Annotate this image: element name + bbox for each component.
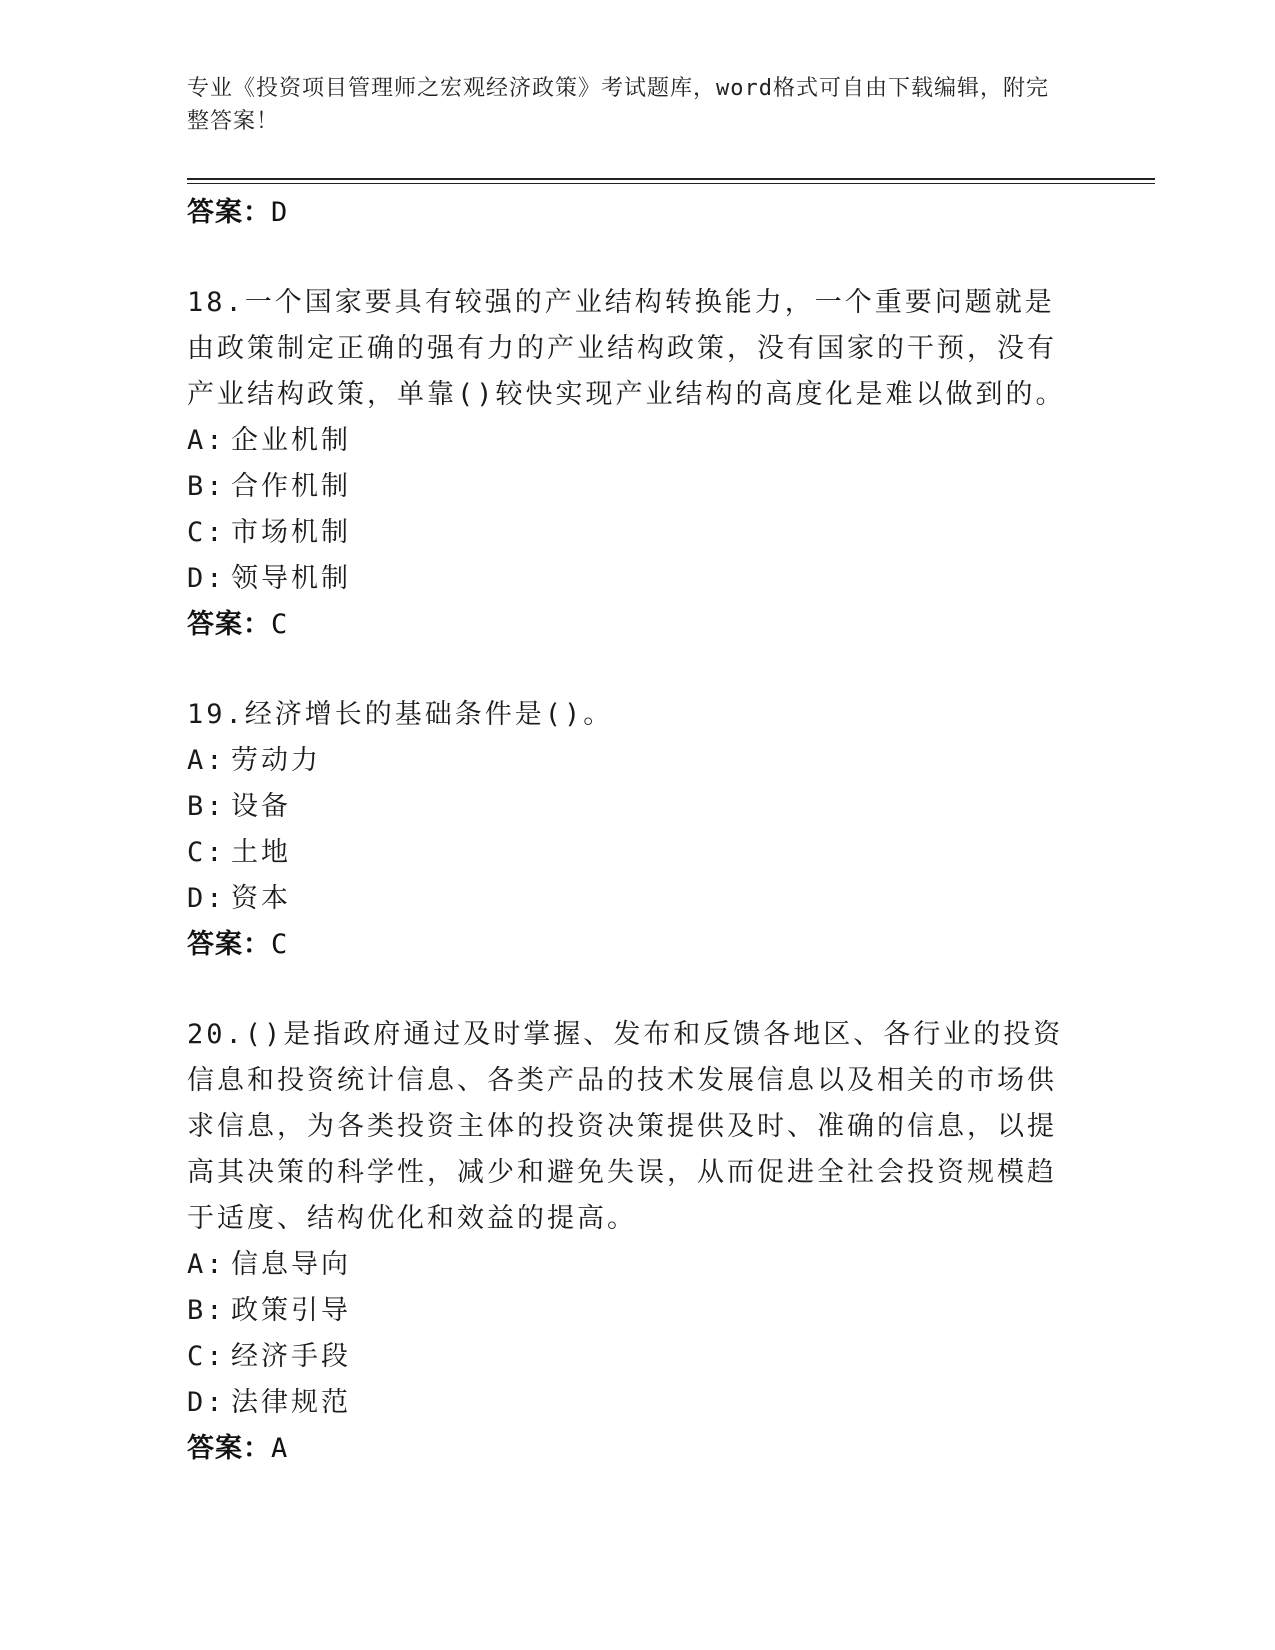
option-text: 劳动力 — [231, 745, 321, 776]
option-text: 经济手段 — [231, 1341, 351, 1372]
question-block-20 — [187, 1012, 1087, 1472]
question-block-18 — [187, 280, 1087, 648]
question-block-19 — [187, 692, 1087, 968]
option-c — [187, 830, 1087, 876]
option-d — [187, 556, 1087, 602]
option-letter: D: — [187, 1387, 226, 1418]
option-letter: B: — [187, 1295, 226, 1326]
option-d — [187, 876, 1087, 922]
header-divider — [187, 178, 1155, 184]
answer-line — [187, 190, 1087, 236]
option-letter: C: — [187, 1341, 226, 1372]
page-header — [187, 72, 1067, 138]
option-a — [187, 738, 1087, 784]
answer-label: 答案： — [187, 609, 271, 640]
answer-label: 答案： — [187, 197, 271, 228]
option-text: 法律规范 — [231, 1387, 351, 1418]
question-content — [187, 190, 1087, 1472]
question-text: 20.()是指政府通过及时掌握、发布和反馈各地区、各行业的投资信息和投资统计信息、各类产品的技术发展信息以及相关的市场供求信息，为各类投资主体的投资决策提供及时、准确的信息，以提高其决策的科学性，减少和避免失误，从而促进全社会投资规模趋于适度、结构优化和效益的提高。 — [187, 1019, 1064, 1234]
option-text: 领导机制 — [231, 563, 351, 594]
option-letter: C: — [187, 517, 226, 548]
option-letter: D: — [187, 563, 226, 594]
option-text: 合作机制 — [231, 471, 351, 502]
header-text: 专业《投资项目管理师之宏观经济政策》考试题库，word格式可自由下载编辑，附完整答案！ — [187, 76, 1049, 134]
answer-line — [187, 922, 1087, 968]
option-a — [187, 418, 1087, 464]
answer-label: 答案： — [187, 1433, 271, 1464]
option-text: 市场机制 — [231, 517, 351, 548]
option-text: 资本 — [231, 883, 291, 914]
option-a — [187, 1242, 1087, 1288]
answer-value: D — [271, 197, 289, 228]
answer-line — [187, 1426, 1087, 1472]
answer-value: A — [271, 1433, 289, 1464]
option-letter: A: — [187, 745, 226, 776]
option-letter: A: — [187, 1249, 226, 1280]
option-letter: D: — [187, 883, 226, 914]
option-letter: B: — [187, 471, 226, 502]
answer-value: C — [271, 609, 289, 640]
option-d — [187, 1380, 1087, 1426]
option-text: 设备 — [231, 791, 291, 822]
option-text: 政策引导 — [231, 1295, 351, 1326]
option-letter: A: — [187, 425, 226, 456]
option-c — [187, 1334, 1087, 1380]
answer-line — [187, 602, 1087, 648]
option-text: 企业机制 — [231, 425, 351, 456]
answer-value: C — [271, 929, 289, 960]
option-letter: B: — [187, 791, 226, 822]
question-text: 19.经济增长的基础条件是()。 — [187, 699, 614, 730]
option-c — [187, 510, 1087, 556]
option-b — [187, 1288, 1087, 1334]
answer-label: 答案： — [187, 929, 271, 960]
option-text: 信息导向 — [231, 1249, 351, 1280]
option-b — [187, 464, 1087, 510]
option-b — [187, 784, 1087, 830]
option-text: 土地 — [231, 837, 291, 868]
question-text: 18.一个国家要具有较强的产业结构转换能力，一个重要问题就是由政策制定正确的强有力的产业结构政策，没有国家的干预，没有产业结构政策，单靠()较快实现产业结构的高度化是难以做到的。 — [187, 287, 1066, 410]
option-letter: C: — [187, 837, 226, 868]
